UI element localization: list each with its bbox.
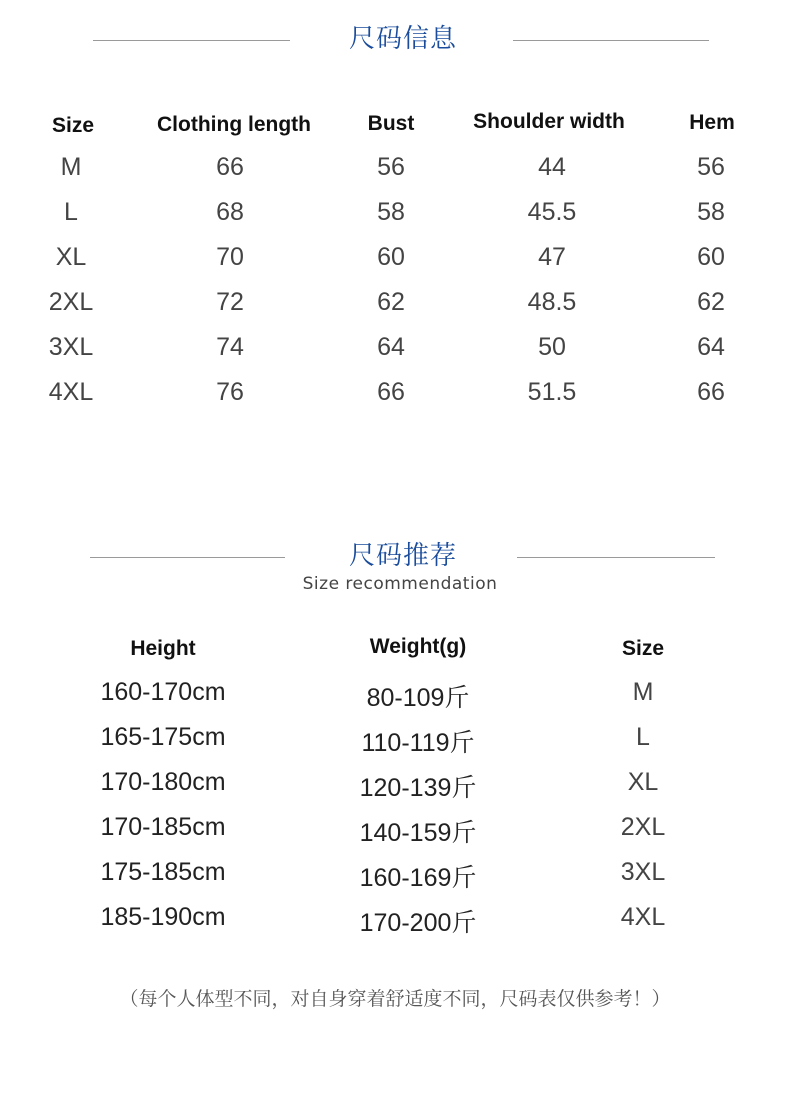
table-cell: 160-170cm [100, 678, 226, 706]
table-cell: 4XL [48, 378, 94, 406]
table-cell: L [64, 198, 78, 226]
table-cell: 60 [377, 243, 405, 271]
footnote: （每个人体型不同，对自身穿着舒适度不同，尺码表仅供参考！） [119, 988, 671, 1010]
table-cell: XL [627, 768, 659, 796]
reco-rule-right [517, 557, 715, 558]
table-cell: 66 [697, 378, 725, 406]
table-cell: 74 [216, 333, 244, 361]
table-cell: M [632, 678, 654, 706]
header-bust: Bust [367, 112, 415, 135]
size-reco-subtitle: Size recommendation [302, 574, 498, 594]
header-height: Height [130, 637, 196, 660]
table-cell: 80-109斤 [366, 684, 470, 712]
table-cell: 60 [697, 243, 725, 271]
title-rule-left [93, 40, 290, 41]
table-cell: 110-119斤 [361, 729, 475, 757]
table-cell: 170-185cm [100, 813, 226, 841]
table-cell: 70 [216, 243, 244, 271]
table-cell: 165-175cm [100, 723, 226, 751]
table-cell: 3XL [620, 858, 666, 886]
table-cell: 160-169斤 [359, 864, 477, 892]
table-cell: 2XL [48, 288, 94, 316]
table-cell: 68 [216, 198, 244, 226]
size-reco-title: 尺码推荐 [348, 541, 457, 571]
table-cell: 72 [216, 288, 244, 316]
header-size: Size [621, 637, 665, 660]
table-cell: 64 [377, 333, 405, 361]
table-cell: 185-190cm [100, 903, 226, 931]
table-cell: 170-180cm [100, 768, 226, 796]
table-cell: 47 [538, 243, 566, 271]
table-cell: 62 [697, 288, 725, 316]
table-cell: 62 [377, 288, 405, 316]
table-cell: 66 [216, 153, 244, 181]
table-cell: 66 [377, 378, 405, 406]
table-cell: 170-200斤 [359, 909, 477, 937]
header-shoulder-width: Shoulder width [473, 110, 625, 133]
table-cell: M [60, 153, 82, 181]
header-hem: Hem [689, 111, 735, 134]
table-cell: 45.5 [527, 198, 577, 226]
table-cell: 120-139斤 [359, 774, 477, 802]
table-cell: 48.5 [527, 288, 577, 316]
title-rule-right [513, 40, 709, 41]
table-cell: 3XL [48, 333, 94, 361]
table-cell: 58 [377, 198, 405, 226]
reco-rule-left [90, 557, 285, 558]
table-cell: 56 [697, 153, 725, 181]
table-cell: L [636, 723, 650, 751]
table-cell: 140-159斤 [359, 819, 477, 847]
table-cell: XL [55, 243, 87, 271]
table-cell: 2XL [620, 813, 666, 841]
table-cell: 51.5 [527, 378, 577, 406]
header-size: Size [51, 114, 95, 137]
header-clothing-length: Clothing length [157, 113, 311, 136]
table-cell: 4XL [620, 903, 666, 931]
table-cell: 76 [216, 378, 244, 406]
table-cell: 58 [697, 198, 725, 226]
size-info-title: 尺码信息 [348, 24, 457, 54]
table-cell: 56 [377, 153, 405, 181]
table-cell: 64 [697, 333, 725, 361]
table-cell: 50 [538, 333, 566, 361]
table-cell: 175-185cm [100, 858, 226, 886]
header-weight: Weight(g) [369, 635, 467, 658]
table-cell: 44 [538, 153, 566, 181]
